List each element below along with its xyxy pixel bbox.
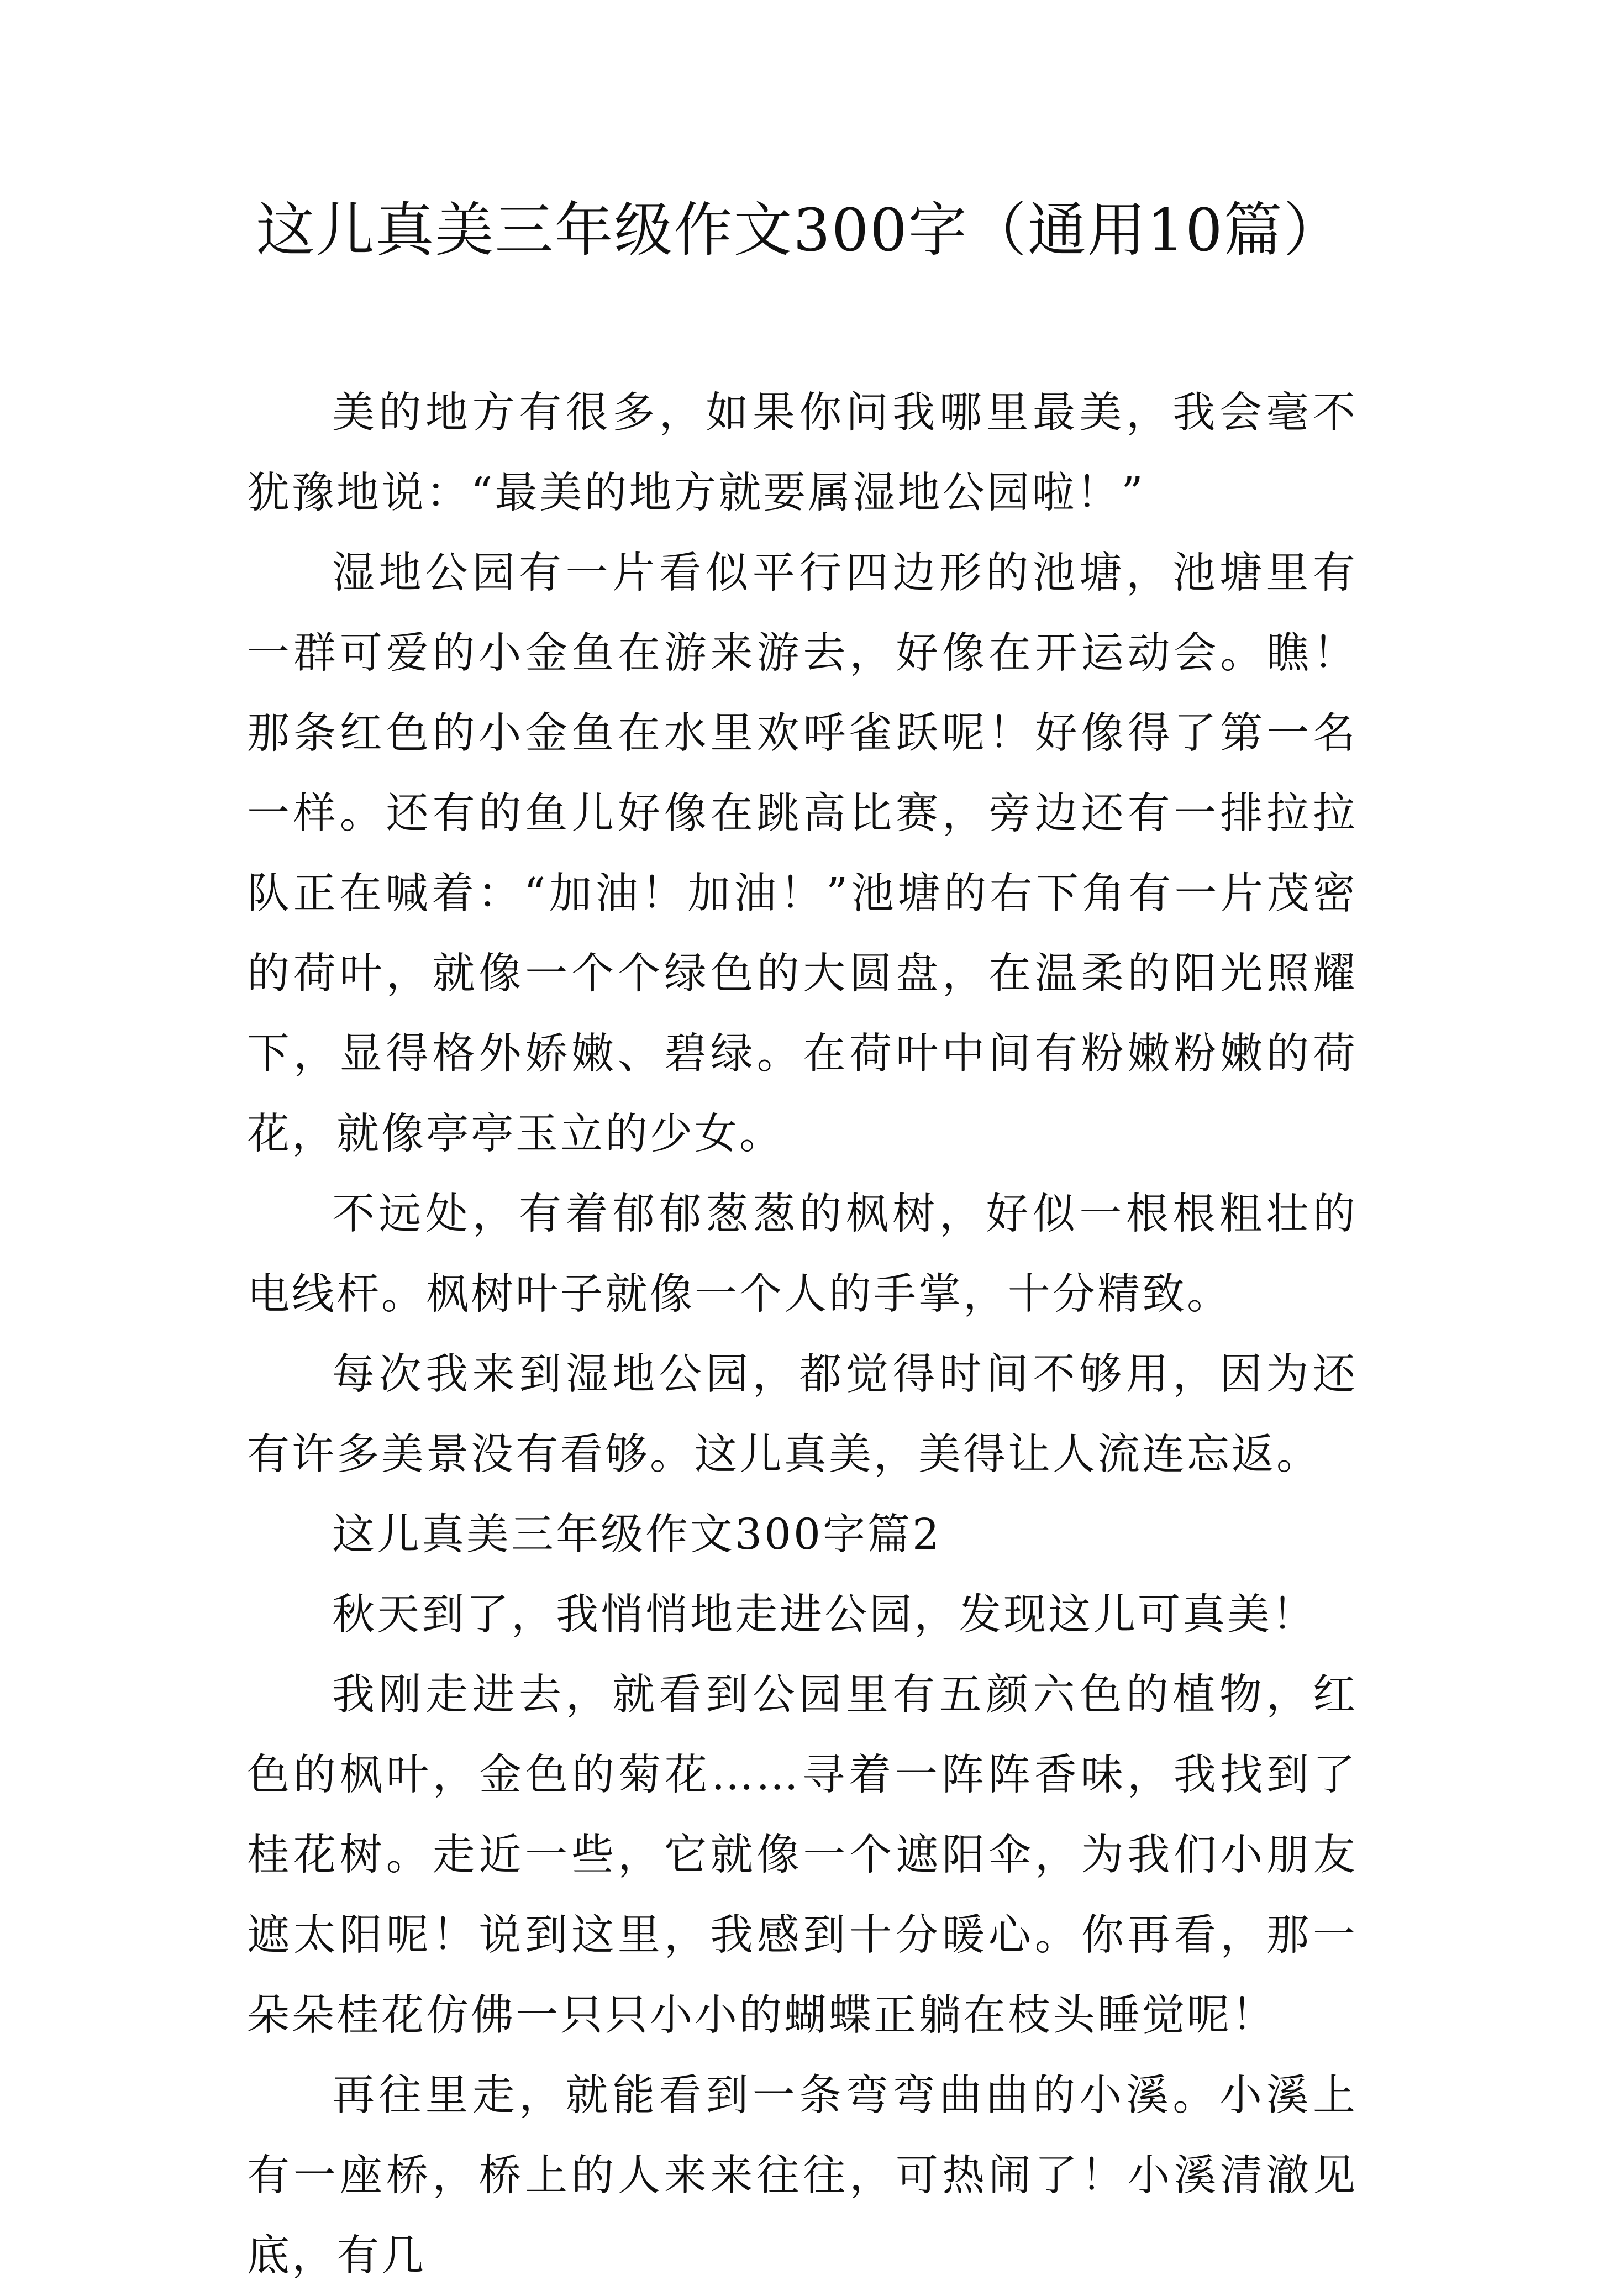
paragraph: 我刚走进去，就看到公园里有五颜六色的植物，红色的枫叶，金色的菊花……寻着一阵阵香味，我找到了桂花树。走近一些，它就像一个遮阳伞，为我们小朋友遮太阳呢！说到这里，我感到十分暖心。你再看，那一朵朵桂花仿佛一只只小小的蝴蝶正躺在枝头睡觉呢！ — [247, 1670, 1358, 2040]
paragraph: 美的地方有很多，如果你问我哪里最美，我会毫不犹豫地说：“最美的地方就要属湿地公园啦！” — [247, 388, 1358, 518]
section-heading: 这儿真美三年级作文300字篇2 — [332, 1510, 941, 1559]
paragraph: 秋天到了，我悄悄地走进公园，发现这儿可真美！ — [332, 1590, 1317, 1640]
paragraph: 不远处，有着郁郁葱葱的枫树，好似一根根粗壮的电线杆。枫树叶子就像一个人的手掌，十分精致。 — [247, 1190, 1358, 1319]
paragraph: 每次我来到湿地公园，都觉得时间不够用，因为还有许多美景没有看够。这儿真美，美得让人流连忘返。 — [247, 1350, 1358, 1479]
document-title: 这儿真美三年级作文300字（通用10篇） — [256, 196, 1343, 264]
paragraph: 湿地公园有一片看似平行四边形的池塘，池塘里有一群可爱的小金鱼在游来游去，好像在开运动会。瞧！那条红色的小金鱼在水里欢呼雀跃呢！好像得了第一名一样。还有的鱼儿好像在跳高比赛，旁边还有一排拉拉队正在喊着：“加油！加油！”池塘的右下角有一片茂密的荷叶，就像一个个绿色的大圆盘，在温柔的阳光照耀下，显得格外娇嫩、碧绿。在荷叶中间有粉嫩粉嫩的荷花，就像亭亭玉立的少女。 — [247, 549, 1358, 1159]
document-body — [247, 373, 1358, 2296]
paragraph: 再往里走，就能看到一条弯弯曲曲的小溪。小溪上有一座桥，桥上的人来来往往，可热闹了！小溪清澈见底，有几 — [247, 2071, 1358, 2281]
